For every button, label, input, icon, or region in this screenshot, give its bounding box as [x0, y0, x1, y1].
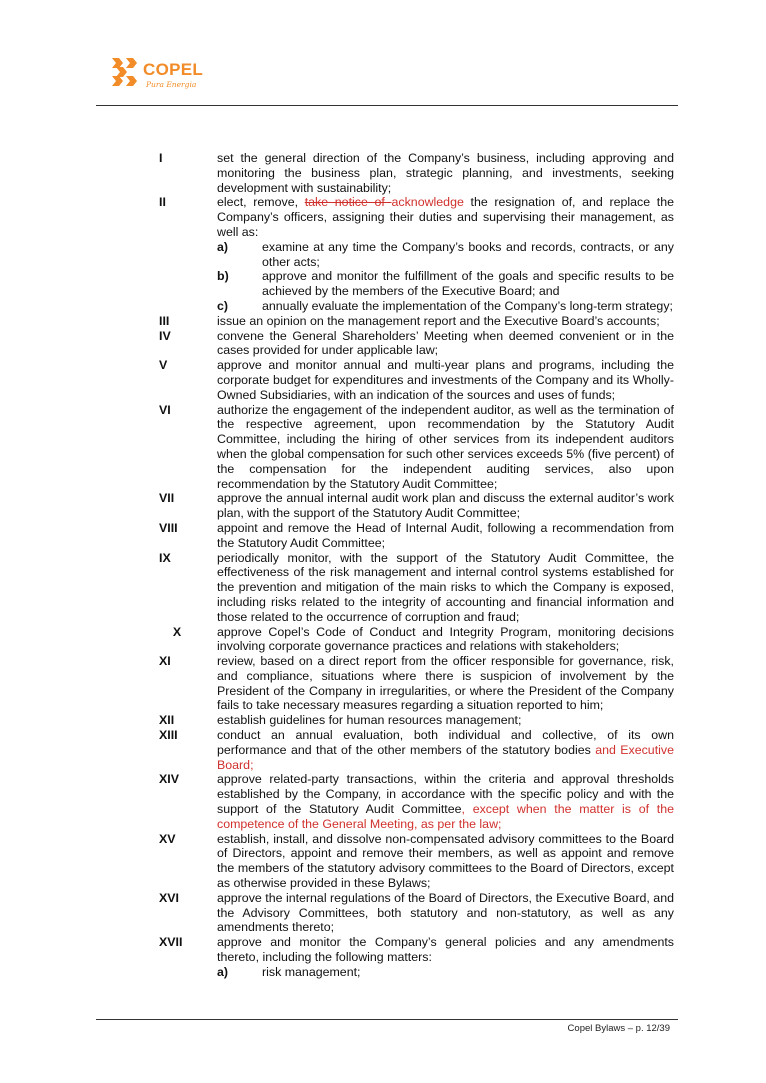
item-number: XVI [159, 890, 179, 905]
item-number: X [172, 624, 182, 639]
sub-item-label: b) [217, 269, 229, 284]
list-item-viii [159, 521, 674, 551]
item-number: VII [159, 491, 175, 506]
logo-wordmark: COPEL [143, 60, 204, 79]
item-text: approve and monitor annual and multi-year plans and programs, including the corporate budget for expenditures and investments of the Company and its Wholly-Owned Subsidiaries, with an indication of the sources and uses of funds; [217, 358, 674, 402]
list-item-vi [159, 403, 674, 492]
logo-tagline: Pura Energia [146, 80, 197, 89]
sub-item-text: approve and monitor the fulfillment of the goals and specific results to be achieved by the members of the Executive Board; and [262, 269, 674, 299]
item-number: XVII [159, 935, 183, 950]
page-footer: Copel Bylaws – p. 12/39 [567, 1023, 670, 1034]
item-number: I [159, 151, 163, 165]
item-text-segment: approve related-party transactions, within the criteria and approval thresholds established by the Company, in accordance with the specific policy and with the support of the Statutory Audit Committee [217, 772, 674, 817]
sub-item-label: a) [217, 239, 229, 254]
list-item-ii [159, 195, 674, 313]
item-text: issue an opinion on the management report and the Executive Board’s accounts; [217, 313, 660, 328]
list-item-v [159, 358, 674, 402]
list-item-xv [159, 832, 674, 891]
sub-item-label: a) [217, 964, 229, 979]
item-number: XI [159, 654, 171, 669]
list-item-xvii [159, 935, 674, 979]
list-item-xii [159, 713, 674, 728]
list-item-x [159, 625, 674, 655]
list-item-xi [159, 654, 674, 713]
list-item-ix [159, 551, 674, 625]
copel-logo-icon [110, 56, 140, 88]
item-text: establish, install, and dissolve non-compensated advisory committees to the Board of Directors, appoint and remove their members, as well as appoint and remove the members of the statutory advisory committees to the Board of Directors, except as otherwise provided in these Bylaws; [217, 831, 674, 891]
item-number: III [159, 313, 170, 328]
item-number: IX [159, 550, 171, 565]
sub-item-a [217, 965, 674, 980]
item-text [217, 728, 674, 772]
item-number: XIV [159, 772, 179, 787]
sub-item-c [217, 299, 674, 314]
item-text-segment: the resignation of, and replace the Company’s officers, assigning their duties and supervising their management, as well as: [217, 195, 674, 239]
sub-item-b [217, 269, 674, 299]
sub-item-text: risk management; [262, 964, 361, 979]
list-item-iv [159, 329, 674, 359]
item-text [217, 935, 674, 979]
item-text-segment: conduct an annual evaluation, both individual and collective, of its own performance and that of the other members of the statutory bodies [217, 728, 674, 757]
item-number: XIII [159, 728, 178, 743]
footer-divider [96, 1019, 678, 1020]
bylaws-article-list [159, 151, 674, 980]
item-text: approve the annual internal audit work plan and discuss the external auditor’s work plan, with the support of the Statutory Audit Committee; [217, 491, 674, 521]
list-item-xvi [159, 891, 674, 935]
inserted-text: , except when the matter is of the competence of the General Meeting, as per the law; [217, 802, 675, 831]
inserted-text: and Executive Board; [217, 742, 674, 772]
sub-item-text: annually evaluate the implementation of the Company’s long-term strategy; [262, 298, 673, 313]
item-number: XV [159, 831, 176, 846]
inserted-text: acknowledge [391, 195, 464, 210]
item-number: XII [159, 713, 175, 728]
deleted-text: take notice of [304, 195, 392, 210]
item-text [217, 195, 674, 313]
item-text: review, based on a direct report from the officer responsible for governance, risk, and compliance, situations where there is suspicion of involvement by the President of the Company in irregularities, or where the President of the Company fails to take necessary measures regarding a situation reported to him; [217, 654, 674, 713]
header-divider [96, 105, 678, 106]
list-item-vii [159, 491, 674, 521]
list-item-i [159, 151, 674, 195]
item-number: V [159, 358, 168, 373]
sub-item-a [217, 240, 674, 270]
item-text: set the general direction of the Company’s business, including approving and monitoring the business plan, strategic planning, and investments, seeking development with sustainability; [217, 151, 674, 195]
item-text: periodically monitor, with the support of the Statutory Audit Committee, the effectiveness of the risk management and internal control systems established for the prevention and mitigation of the main risks to which the Company is exposed, including risks related to the integrity of accounting and financial information and those related to the occurrence of corruption and fraud; [217, 550, 674, 624]
item-text [217, 772, 674, 831]
sub-item-label: c) [217, 298, 229, 313]
item-text: approve Copel’s Code of Conduct and Integrity Program, monitoring decisions involving corporate governance practices and relations with stakeholders; [217, 624, 674, 654]
item-number: VIII [159, 520, 178, 535]
item-text: establish guidelines for human resources management; [217, 713, 522, 728]
item-number: IV [159, 328, 171, 343]
item-text: appoint and remove the Head of Internal Audit, following a recommendation from the Statutory Audit Committee; [217, 520, 674, 550]
item-text: approve the internal regulations of the Board of Directors, the Executive Board, and the Advisory Committees, both statutory and non-statutory, as well as any amendments thereto; [217, 890, 674, 935]
list-item-iii [159, 314, 674, 329]
copel-logo [110, 56, 220, 96]
item-text-segment: approve and monitor the Company’s general policies and any amendments thereto, including the following matters: [217, 935, 674, 965]
item-number: VI [159, 402, 171, 417]
item-text-segment: elect, remove, [217, 195, 305, 210]
sub-item-text: examine at any time the Company’s books and records, contracts, or any other acts; [262, 239, 674, 269]
item-number: II [159, 195, 166, 210]
list-item-xiii [159, 728, 674, 772]
item-text: convene the General Shareholders’ Meeting when deemed convenient or in the cases provided for under applicable law; [217, 328, 674, 358]
item-text: authorize the engagement of the independent auditor, as well as the termination of the respective agreement, upon recommendation by the Statutory Audit Committee, including the hiring of other services from its independent auditors when the global compensation for such other services exceeds 5% (five percent) of the compensation for the independent auditing services, also upon recommendation by the Statutory Audit Committee; [217, 402, 674, 491]
list-item-xiv [159, 772, 674, 831]
